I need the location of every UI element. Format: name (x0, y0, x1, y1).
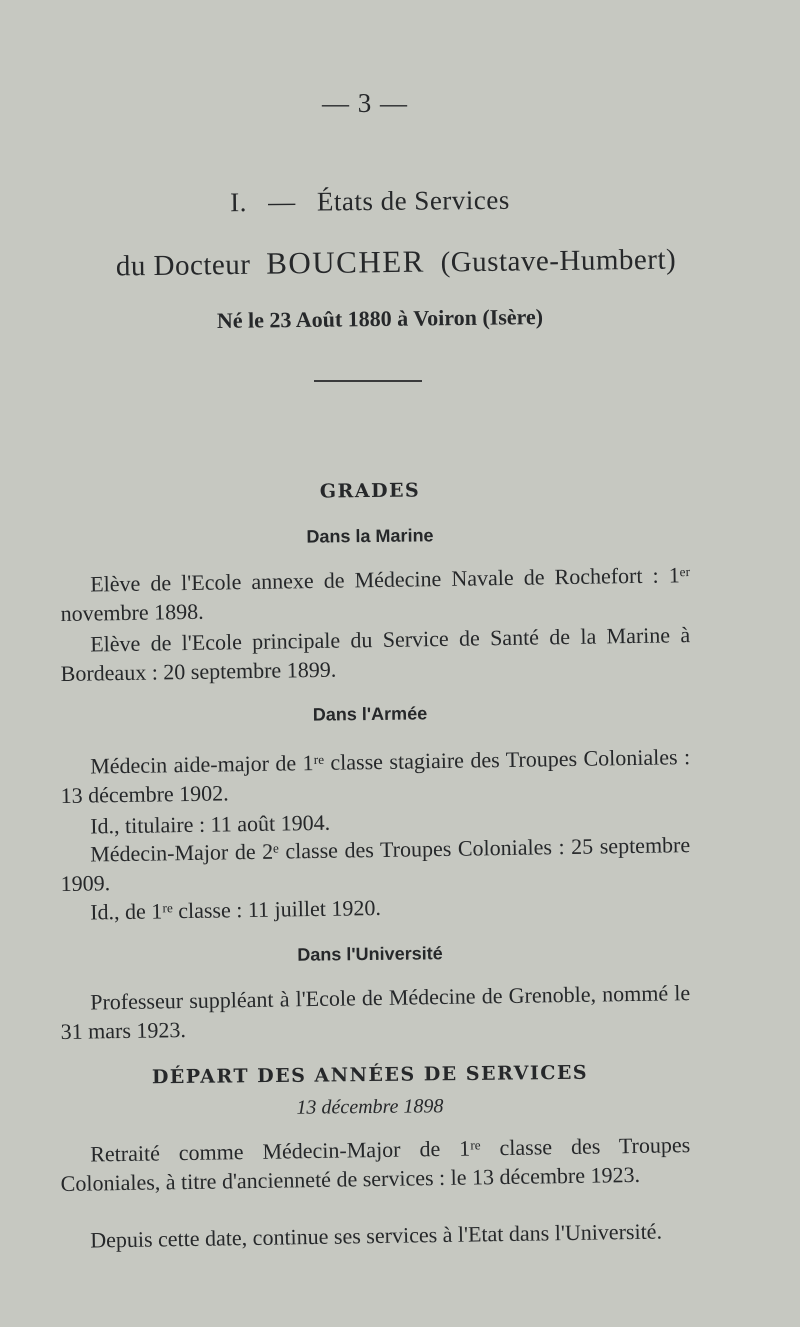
title-dash: — (268, 186, 296, 217)
armee-entry-3: Médecin-Major de 2ᵉ classe des Troupes Coloniales : 25 septembre 1909. (60, 832, 691, 896)
doctor-prefix: du Docteur (115, 248, 251, 283)
page-number: — 3 — (322, 88, 408, 118)
universite-entry-1: Professeur suppléant à l'Ecole de Médecine de Grenoble, nommé le 31 mars 1923. (60, 980, 691, 1044)
depart-date: 13 décembre 1898 (296, 1095, 444, 1119)
doctor-name-line (56, 240, 736, 284)
section-title-text: États de Services (316, 184, 510, 217)
birth-line: Né le 23 Août 1880 à Voiron (Isère) (216, 304, 544, 333)
armee-heading: Dans l'Armée (312, 703, 428, 725)
grades-heading: GRADES (319, 479, 421, 503)
depart-heading: DÉPART DES ANNÉES DE SERVICES (151, 1061, 589, 1089)
marine-entry-1: Elève de l'Ecole annexe de Médecine Navale de Rochefort : 1ᵉʳ novembre 1898. (60, 562, 691, 626)
marine-entry-2: Elève de l'Ecole principale du Service de Santé de la Marine à Bordeaux : 20 septembre 1899. (60, 622, 691, 686)
depart-entry-1: Retraité comme Médecin-Major de 1ʳᵉ classe des Troupes Coloniales, à titre d'ancienneté de services : le 13 décembre 1923. (60, 1132, 691, 1196)
marine-heading: Dans la Marine (306, 525, 434, 547)
depart-entry-2: Depuis cette date, continue ses services à l'Etat dans l'Université. (90, 1218, 663, 1253)
universite-heading: Dans l'Université (297, 943, 443, 965)
section-title (0, 183, 740, 220)
armee-entry-2: Id., titulaire : 11 août 1904. (90, 809, 331, 839)
divider-rule (314, 380, 422, 382)
armee-entry-4: Id., de 1ʳᵉ classe : 11 juillet 1920. (90, 894, 382, 925)
section-number: I. (230, 187, 248, 218)
armee-entry-1: Médecin aide-major de 1ʳᵉ classe stagiaire des Troupes Coloniales : 13 décembre 1902. (60, 744, 691, 808)
doctor-given-names: (Gustave-Humbert) (440, 243, 677, 279)
doctor-surname: BOUCHER (265, 243, 426, 281)
